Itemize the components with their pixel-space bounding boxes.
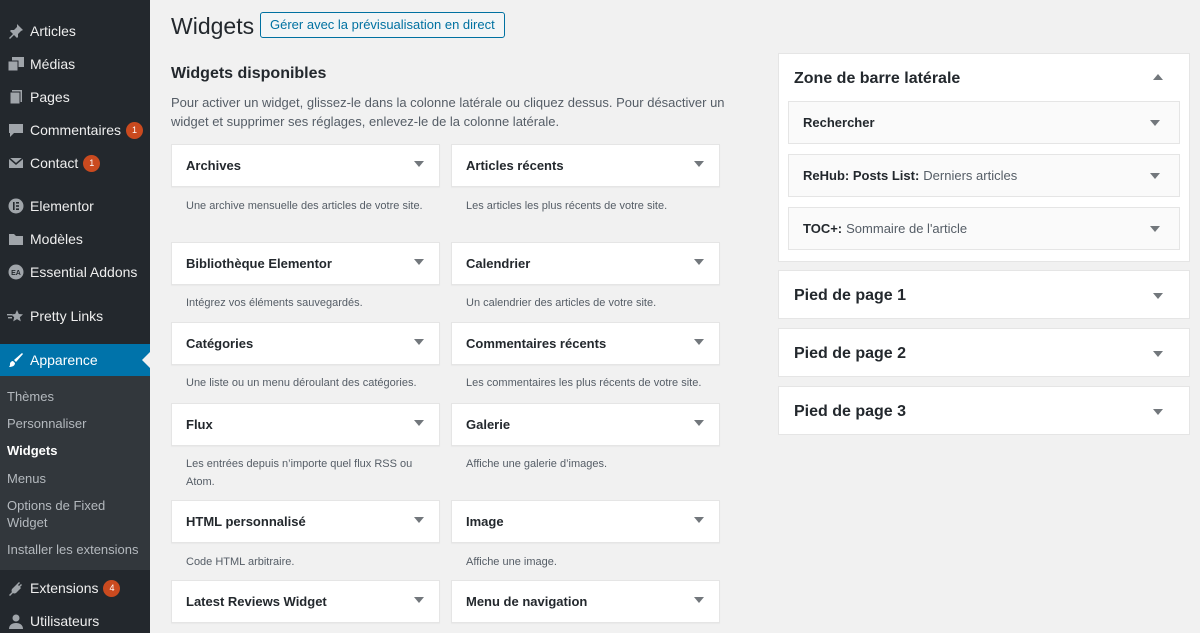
menu-label: Pretty Links bbox=[30, 308, 104, 324]
menu-item-extensions[interactable] bbox=[0, 573, 150, 603]
widget-title: Catégories bbox=[186, 336, 254, 351]
area-title: Pied de page 2 bbox=[794, 345, 907, 362]
mail-icon bbox=[5, 153, 27, 173]
chevron-down-icon[interactable] bbox=[414, 259, 424, 265]
footer-1-area[interactable] bbox=[778, 270, 1190, 319]
footer-2-area[interactable] bbox=[778, 328, 1190, 377]
menu-item-utilisateurs[interactable] bbox=[0, 606, 150, 633]
submenu-item-fixed-widget[interactable]: Options de Fixed Widget bbox=[7, 498, 106, 530]
widget-description: Intégrez vos éléments sauvegardés. bbox=[186, 297, 363, 309]
chevron-down-icon[interactable] bbox=[694, 161, 704, 167]
admin-sidebar bbox=[0, 0, 150, 633]
widget-title: Flux bbox=[186, 417, 213, 432]
widget-description: Un calendrier des articles de votre site. bbox=[466, 297, 657, 309]
star-icon bbox=[5, 306, 27, 326]
submenu-item-installer-extensions[interactable]: Installer les extensions bbox=[7, 542, 139, 557]
chevron-down-icon[interactable] bbox=[1150, 120, 1160, 126]
area-widget-subtitle: Sommaire de l'article bbox=[846, 221, 968, 236]
widget-flux[interactable] bbox=[171, 403, 440, 446]
widget-description: Les entrées depuis n’importe quel flux RSS ou Atom. bbox=[186, 458, 413, 488]
widget-menu-navigation[interactable] bbox=[451, 580, 720, 623]
live-preview-button[interactable]: Gérer avec la prévisualisation en direct bbox=[260, 12, 505, 38]
widget-description: Les commentaires les plus récents de votre site. bbox=[466, 377, 702, 389]
submenu-item-menus[interactable]: Menus bbox=[7, 471, 47, 486]
area-title[interactable]: Zone de barre latérale bbox=[794, 70, 961, 87]
appearance-submenu bbox=[0, 376, 150, 570]
chevron-down-icon[interactable] bbox=[414, 339, 424, 345]
chevron-down-icon[interactable] bbox=[1150, 173, 1160, 179]
menu-item-pretty-links[interactable] bbox=[0, 301, 150, 331]
widget-html-personnalise[interactable] bbox=[171, 500, 440, 543]
ea-icon bbox=[5, 262, 27, 282]
menu-item-medias[interactable] bbox=[0, 49, 150, 79]
area-widget-toc[interactable] bbox=[788, 207, 1180, 250]
widget-title: Calendrier bbox=[466, 256, 531, 271]
contact-count-badge: 1 bbox=[83, 155, 100, 172]
menu-item-pages[interactable] bbox=[0, 82, 150, 112]
widget-title: Latest Reviews Widget bbox=[186, 594, 327, 609]
widget-description: Code HTML arbitraire. bbox=[186, 556, 295, 568]
menu-label: Apparence bbox=[30, 352, 98, 368]
user-icon bbox=[5, 611, 27, 631]
chevron-down-icon[interactable] bbox=[1153, 409, 1163, 415]
folder-icon bbox=[5, 229, 27, 249]
sidebar-zone-area bbox=[778, 53, 1190, 262]
widget-image[interactable] bbox=[451, 500, 720, 543]
area-widget-title: ReHub: Posts List: bbox=[803, 168, 920, 183]
media-icon bbox=[5, 54, 27, 74]
widget-title: Bibliothèque Elementor bbox=[186, 256, 332, 271]
widget-description: Affiche une image. bbox=[466, 556, 557, 568]
extensions-count-badge: 4 bbox=[103, 580, 120, 597]
chevron-down-icon[interactable] bbox=[694, 420, 704, 426]
widget-title: Image bbox=[466, 514, 504, 529]
menu-label: Modèles bbox=[30, 231, 83, 247]
available-widgets-title: Widgets disponibles bbox=[171, 65, 327, 82]
widget-title: Galerie bbox=[466, 417, 511, 432]
widget-calendrier[interactable] bbox=[451, 242, 720, 285]
menu-item-modeles[interactable] bbox=[0, 224, 150, 254]
chevron-down-icon[interactable] bbox=[694, 597, 704, 603]
plugin-icon bbox=[5, 578, 27, 598]
chevron-down-icon[interactable] bbox=[1153, 293, 1163, 299]
chevron-up-icon[interactable] bbox=[1153, 74, 1163, 80]
widget-articles-recents[interactable] bbox=[451, 144, 720, 187]
comments-count-badge: 1 bbox=[126, 122, 143, 139]
widget-description: Une liste ou un menu déroulant des catégories. bbox=[186, 377, 417, 389]
menu-item-essential-addons[interactable] bbox=[0, 257, 150, 287]
area-widget-rechercher[interactable] bbox=[788, 101, 1180, 144]
widget-title: Commentaires récents bbox=[466, 336, 607, 351]
pages-icon bbox=[5, 87, 27, 107]
menu-label: Utilisateurs bbox=[30, 613, 100, 629]
menu-label: Extensions bbox=[30, 580, 99, 596]
menu-label: Commentaires bbox=[30, 122, 122, 138]
chevron-down-icon[interactable] bbox=[414, 420, 424, 426]
widget-title: Menu de navigation bbox=[466, 594, 588, 609]
menu-label: Médias bbox=[30, 56, 76, 72]
area-widget-subtitle: Derniers articles bbox=[923, 168, 1018, 183]
svg-text:EA: EA bbox=[11, 270, 21, 277]
menu-item-contact[interactable] bbox=[0, 148, 150, 178]
menu-item-articles[interactable] bbox=[0, 16, 150, 46]
menu-label: Contact bbox=[30, 155, 79, 171]
widget-latest-reviews[interactable] bbox=[171, 580, 440, 623]
menu-label: Pages bbox=[30, 89, 70, 105]
chevron-down-icon[interactable] bbox=[414, 517, 424, 523]
widget-title: HTML personnalisé bbox=[186, 514, 306, 529]
widget-bibliotheque-elementor[interactable] bbox=[171, 242, 440, 285]
area-widget-rehub-posts-list[interactable] bbox=[788, 154, 1180, 197]
chevron-down-icon[interactable] bbox=[1150, 226, 1160, 232]
widget-description: Affiche une galerie d’images. bbox=[466, 458, 608, 470]
footer-3-area[interactable] bbox=[778, 386, 1190, 435]
widget-commentaires-recents[interactable] bbox=[451, 322, 720, 365]
available-widgets-description: Pour activer un widget, glissez-le dans la colonne latérale ou cliquez dessus. Pour désactiver un widget et supprimer ses réglages, enlevez-le de la colonne latérale. bbox=[171, 95, 725, 129]
area-title: Pied de page 1 bbox=[794, 287, 907, 304]
menu-item-apparence[interactable] bbox=[0, 344, 150, 376]
chevron-down-icon[interactable] bbox=[1153, 351, 1163, 357]
menu-item-elementor[interactable] bbox=[0, 191, 150, 221]
pin-icon bbox=[5, 21, 27, 41]
area-widget-title: TOC+: bbox=[803, 221, 843, 236]
area-title: Pied de page 3 bbox=[794, 403, 907, 420]
menu-label: Essential Addons bbox=[30, 264, 138, 280]
chevron-down-icon[interactable] bbox=[694, 517, 704, 523]
menu-label: Elementor bbox=[30, 198, 94, 214]
menu-label: Articles bbox=[30, 23, 76, 39]
submenu-item-personnaliser[interactable]: Personnaliser bbox=[7, 416, 87, 431]
chevron-down-icon[interactable] bbox=[694, 339, 704, 345]
menu-item-commentaires[interactable] bbox=[0, 115, 150, 145]
chevron-down-icon[interactable] bbox=[414, 597, 424, 603]
widget-description: Les articles les plus récents de votre site. bbox=[466, 200, 668, 212]
comments-icon bbox=[5, 120, 27, 140]
widget-title: Articles récents bbox=[466, 158, 564, 173]
brush-icon bbox=[5, 350, 27, 370]
elementor-icon bbox=[5, 196, 27, 216]
widget-title: Archives bbox=[186, 158, 241, 173]
widget-galerie[interactable] bbox=[451, 403, 720, 446]
area-widget-title: Rechercher bbox=[803, 115, 875, 130]
page-title: Widgets bbox=[171, 13, 255, 39]
chevron-down-icon[interactable] bbox=[414, 161, 424, 167]
submenu-item-widgets[interactable]: Widgets bbox=[7, 443, 58, 458]
chevron-down-icon[interactable] bbox=[694, 259, 704, 265]
widget-categories[interactable] bbox=[171, 322, 440, 365]
widget-archives[interactable] bbox=[171, 144, 440, 187]
widget-description: Une archive mensuelle des articles de votre site. bbox=[186, 200, 423, 212]
submenu-item-themes[interactable]: Thèmes bbox=[7, 389, 54, 404]
